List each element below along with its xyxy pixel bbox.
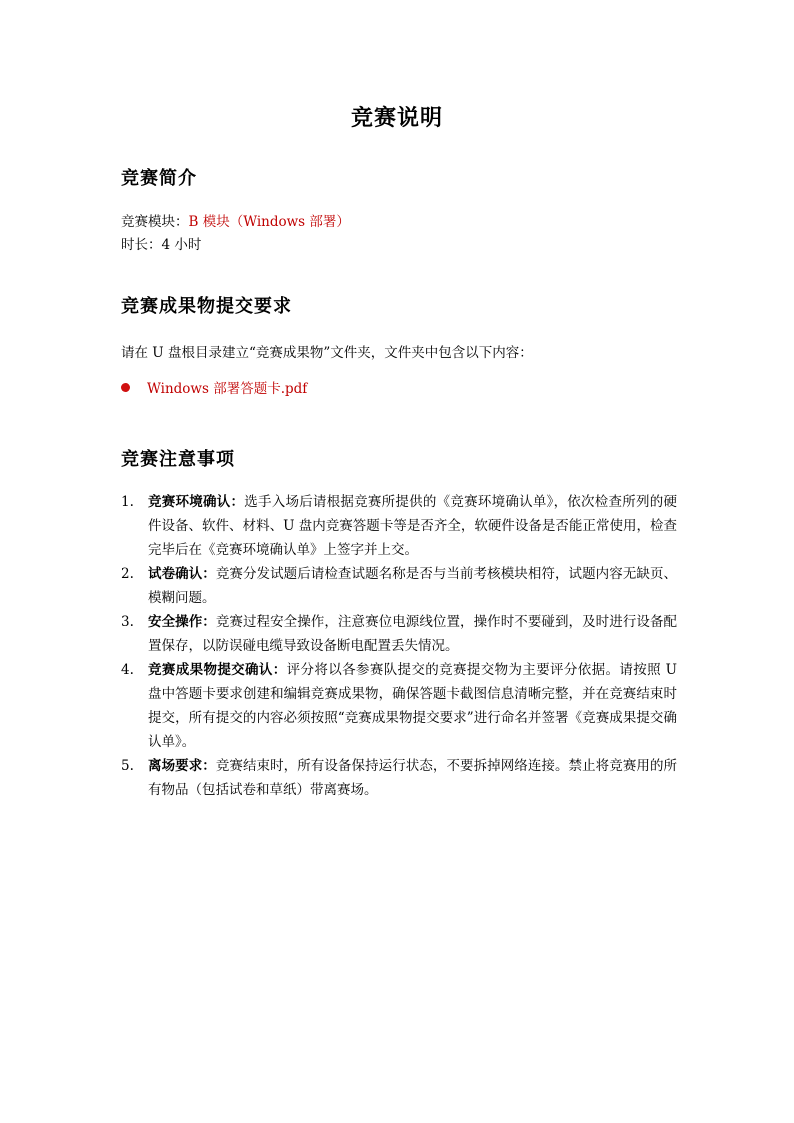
bullet-icon [121,383,130,392]
note-number: 2. [121,566,134,582]
intro-heading: 竞赛简介 [121,168,197,189]
note-item [121,658,677,754]
submission-heading: 竞赛成果物提交要求 [121,296,292,317]
note-text: 竞赛分发试题后请检查试题名称是否与当前考核模块相符，试题内容无缺页、模糊问题。 [148,566,678,606]
note-label: 竞赛环境确认： [148,494,245,510]
note-item [121,610,677,658]
notes-heading: 竞赛注意事项 [121,449,235,470]
duration-line: 时长：4 小时 [121,237,202,253]
note-number: 4. [121,662,134,678]
note-label: 竞赛成果物提交确认： [148,662,287,678]
note-text: 选手入场后请根据竞赛所提供的《竞赛环境确认单》，依次检查所列的硬件设备、软件、材料、U 盘内竞赛答题卡等是否齐全，软硬件设备是否能正常使用，检查完毕后在《竞赛环境确认单》上签字并上交。 [148,494,678,558]
module-label: 竞赛模块： [121,214,189,230]
note-label: 安全操作： [148,614,216,630]
note-number: 1. [121,494,134,510]
note-number: 5. [121,758,134,774]
submission-instruction: 请在 U 盘根目录建立“竞赛成果物”文件夹，文件夹中包含以下内容： [121,345,533,361]
module-line [121,211,350,233]
note-item [121,490,677,562]
notes-list [121,490,677,802]
note-label: 试卷确认： [148,566,216,582]
note-item [121,562,677,610]
note-item [121,754,677,802]
module-value: B 模块（Windows 部署） [188,214,350,230]
note-text: 评分将以各参赛队提交的竞赛提交物为主要评分依据。请按照 U 盘中答题卡要求创建和编辑竞赛成果物，确保答题卡截图信息清晰完整，并在竞赛结束时提交，所有提交的内容必须按照“竞赛成果物提交要求”进行命名并签署《竞赛成果提交确认单》。 [148,662,677,750]
note-number: 3. [121,614,134,630]
note-label: 离场要求： [148,758,216,774]
note-text: 竞赛过程安全操作，注意赛位电源线位置，操作时不要碰到，及时进行设备配置保存，以防误碰电缆导致设备断电配置丢失情况。 [148,614,678,654]
page-title: 竞赛说明 [350,105,443,131]
note-text: 竞赛结束时，所有设备保持运行状态，不要拆掉网络连接。禁止将竞赛用的所有物品（包括试卷和草纸）带离赛场。 [148,758,678,798]
submission-file-name: Windows 部署答题卡.pdf [147,381,308,397]
list-item [121,378,307,400]
